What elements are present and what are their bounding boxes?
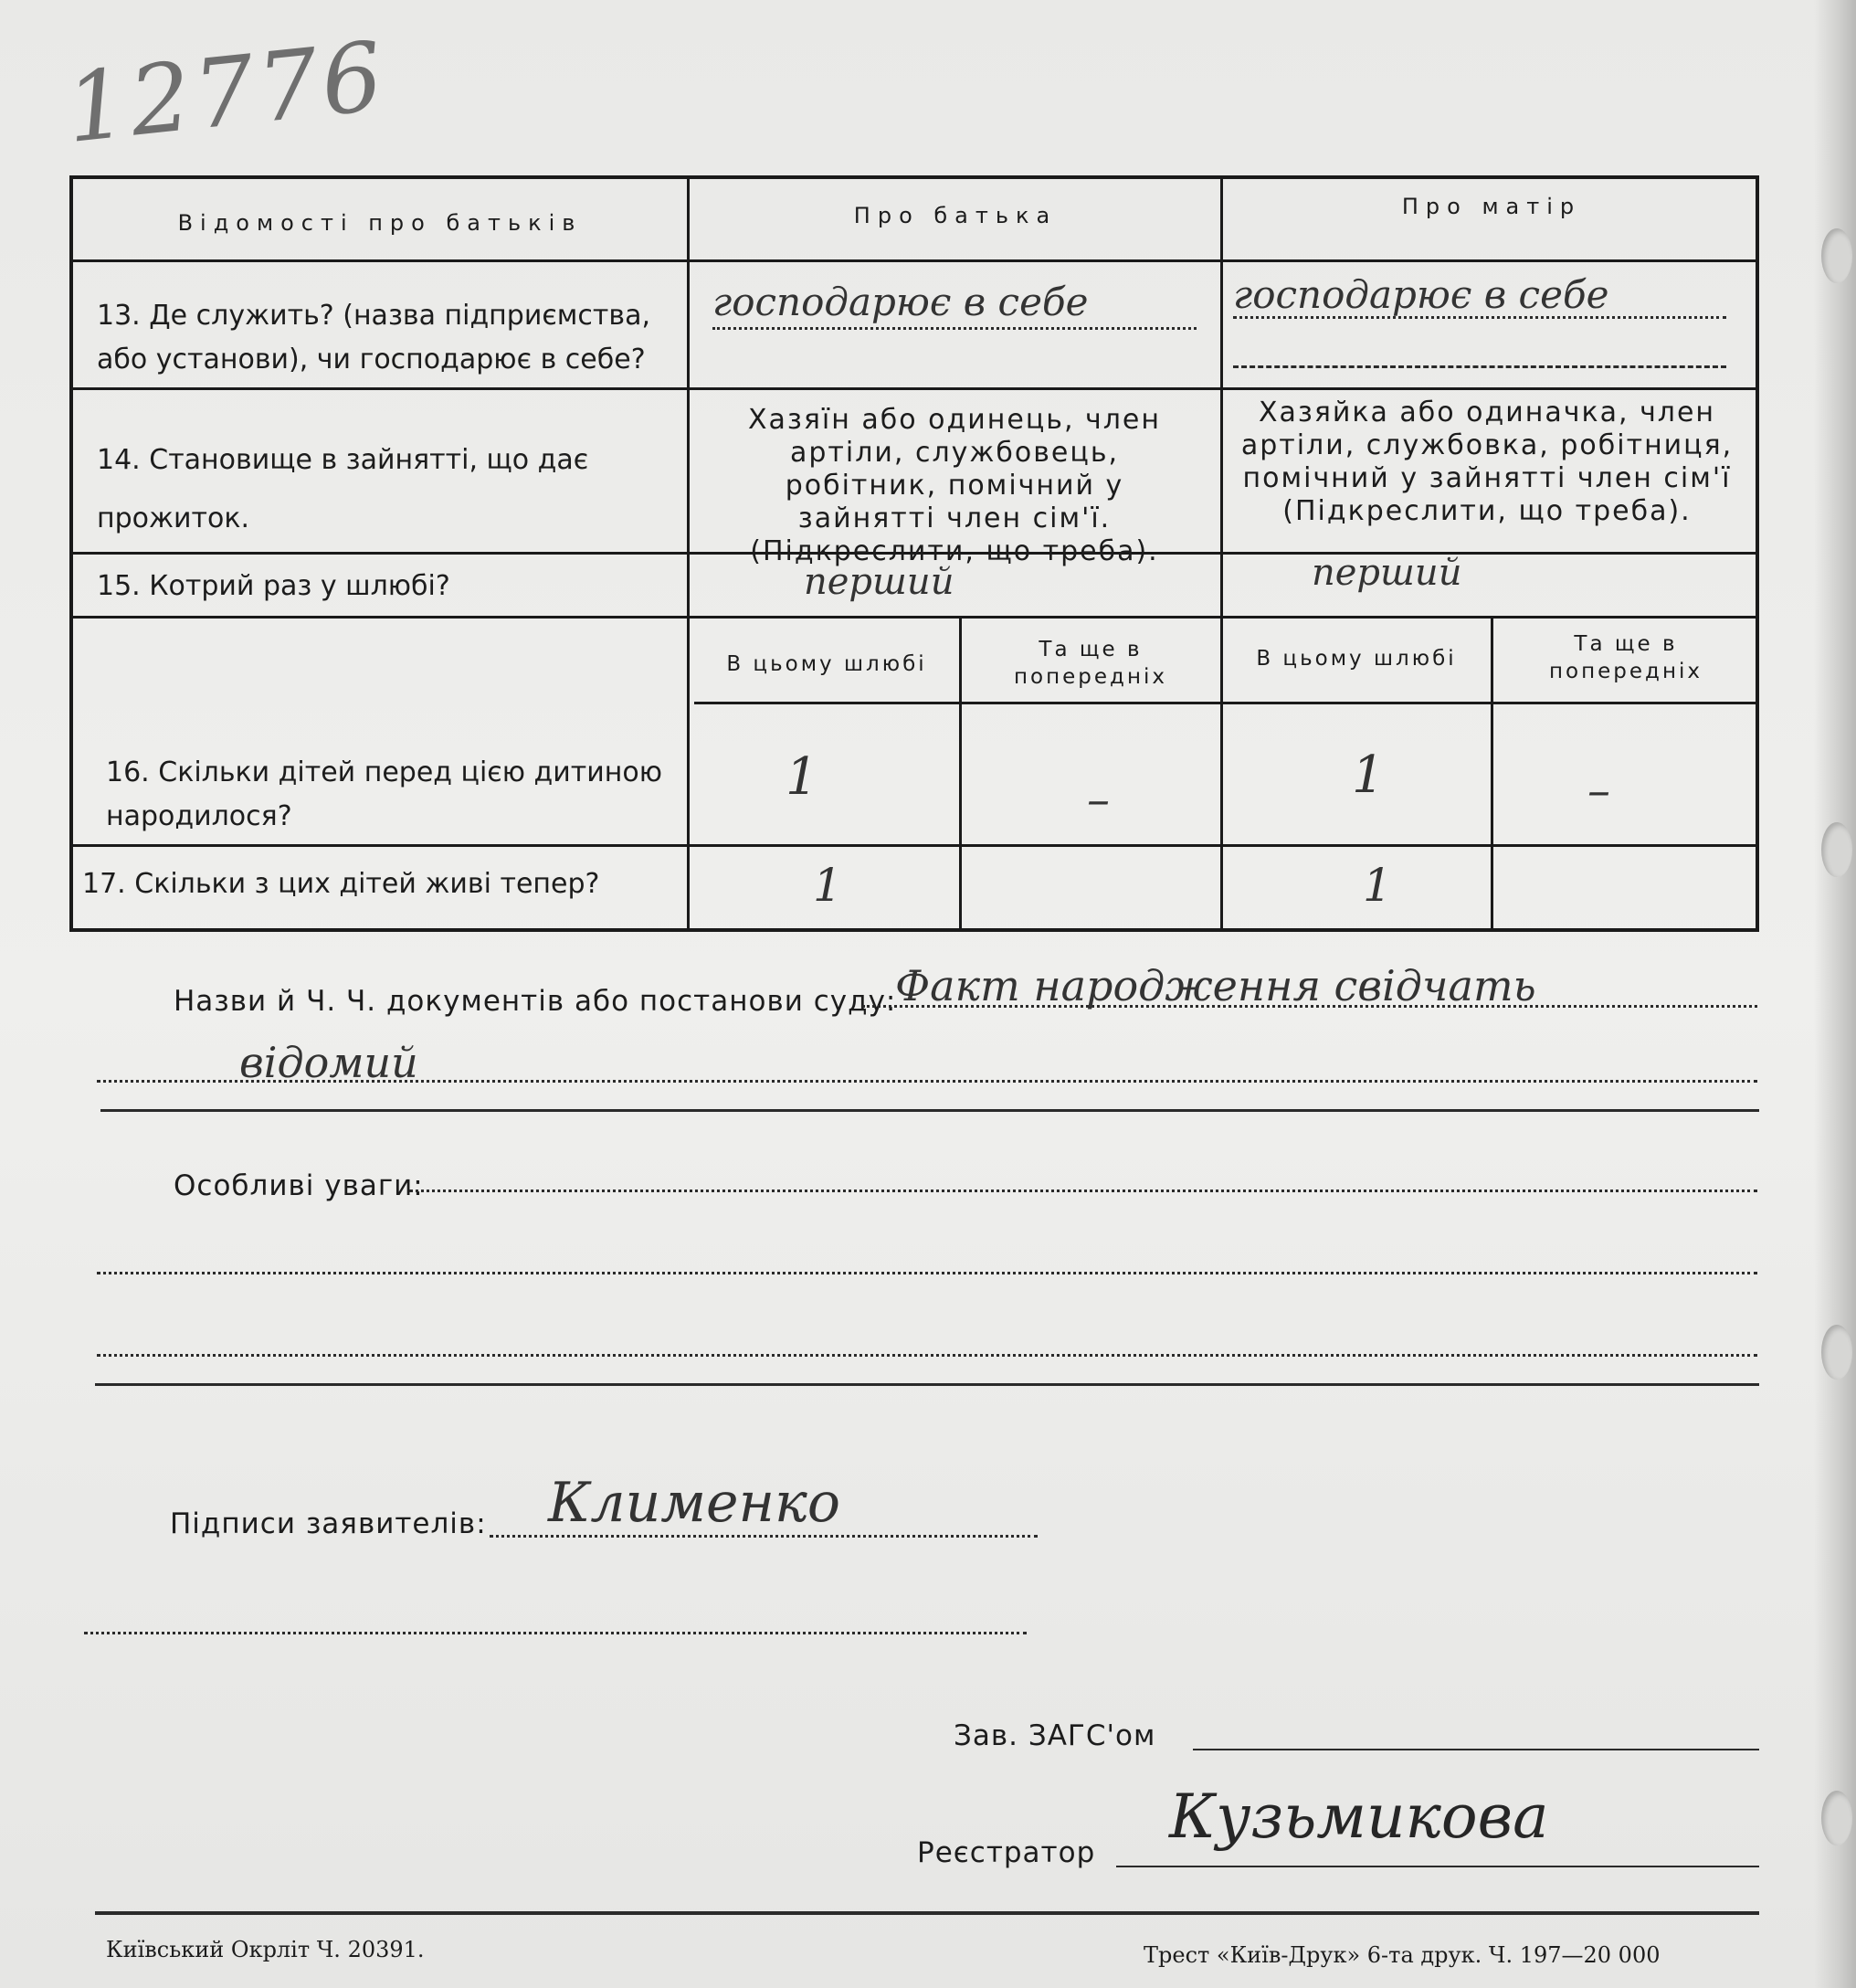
table-column-rule	[687, 179, 690, 928]
signature-line	[490, 1535, 1038, 1538]
footer-right-print-info: Трест «Київ-Друк» 6-та друк. Ч. 197—20 000	[1144, 1942, 1661, 1968]
binding-hole	[1821, 1791, 1852, 1845]
remarks-label: Особливі уваги:	[174, 1169, 424, 1202]
applicants-signature: Клименко	[548, 1471, 841, 1535]
mother-children-previous: –	[1587, 764, 1610, 817]
mother-workplace-line-2	[1233, 365, 1726, 368]
registrar-line	[1116, 1866, 1759, 1867]
section-divider	[100, 1109, 1759, 1112]
question-14: 14. Становище в зайнятті, що дає прожиток.	[97, 444, 589, 534]
footer-left-print-info: Київський Окрліт Ч. 20391.	[106, 1937, 425, 1962]
table-rule	[73, 259, 1756, 262]
table-column-rule	[959, 616, 962, 928]
section-divider	[95, 1383, 1759, 1386]
head-of-registry-label: Зав. ЗАГС'ом	[954, 1719, 1156, 1752]
signatures-label: Підписи заявителів:	[170, 1507, 487, 1540]
father-workplace: господарює в себе	[712, 280, 1089, 324]
documents-label: Назви й Ч. Ч. документів або постанови суду:	[174, 985, 897, 1018]
binding-hole	[1821, 228, 1852, 283]
mother-workplace: господарює в себе	[1233, 272, 1609, 317]
page-edge-shadow	[1814, 0, 1856, 1988]
table-column-rule	[1491, 616, 1493, 928]
documents-value: Факт народження свідчать	[895, 961, 1536, 1010]
header-father: Про батька	[853, 203, 1058, 228]
header-mother: Про матір	[1401, 194, 1582, 219]
father-children-alive: 1	[813, 859, 842, 912]
header-parents-info: Відомості про батьків	[177, 210, 583, 236]
mother-children-alive: 1	[1363, 859, 1392, 912]
mother-workplace-line	[1233, 316, 1726, 319]
remarks-line-3	[97, 1354, 1757, 1357]
table-rule	[694, 702, 1756, 704]
subheader-mother-previous: Та ще в попередніх	[1549, 632, 1703, 683]
question-17: 17. Скільки з цих дітей живі тепер?	[82, 868, 600, 900]
remarks-line-2	[97, 1272, 1757, 1274]
father-marriage-count: перший	[804, 561, 954, 603]
question-13: 13. Де служить? (назва підприємства, або установи), чи господарює в себе?	[97, 300, 651, 375]
father-children-previous: –	[1087, 773, 1110, 826]
binding-hole	[1821, 1325, 1852, 1380]
binding-hole	[1821, 822, 1852, 877]
archive-number: 12776	[60, 19, 392, 165]
registrar-label: Реєстратор	[917, 1836, 1096, 1869]
subheader-father-previous: Та ще в попередніх	[1014, 638, 1167, 689]
subheader-mother-this-marriage: В цьому шлюбі	[1256, 647, 1457, 671]
table-rule	[73, 616, 1756, 619]
parents-table	[69, 175, 1759, 932]
remarks-line	[409, 1190, 1757, 1192]
registrar-signature: Кузьмикова	[1169, 1782, 1549, 1852]
mother-children-this: 1	[1352, 746, 1385, 805]
question-15: 15. Котрий раз у шлюбі?	[97, 570, 450, 602]
head-of-registry-line	[1193, 1749, 1759, 1750]
subheader-father-this-marriage: В цьому шлюбі	[726, 652, 927, 676]
footer-rule	[95, 1911, 1759, 1915]
table-column-rule	[1220, 179, 1223, 928]
father-workplace-line	[712, 327, 1197, 330]
documents-value-continued: відомий	[239, 1038, 418, 1087]
question-16: 16. Скільки дітей перед цією дитиною народилося?	[106, 756, 662, 832]
mother-employment-options: Хазяйка або одиначка, член артіли, службовка, робітниця, помічний у зайнятті член сім'ї (Підкреслити, що треба).	[1240, 397, 1734, 527]
table-rule	[73, 844, 1756, 847]
father-children-this: 1	[786, 747, 818, 807]
mother-marriage-count: перший	[1312, 552, 1462, 594]
father-employment-options: Хазяїн або одинець, член артіли, службовець, робітник, помічний у зайнятті член сім'ї. (Підкреслити, що треба).	[747, 404, 1161, 567]
signature-line-2	[84, 1632, 1027, 1634]
documents-line-2	[97, 1080, 1757, 1083]
table-rule	[73, 387, 1756, 390]
